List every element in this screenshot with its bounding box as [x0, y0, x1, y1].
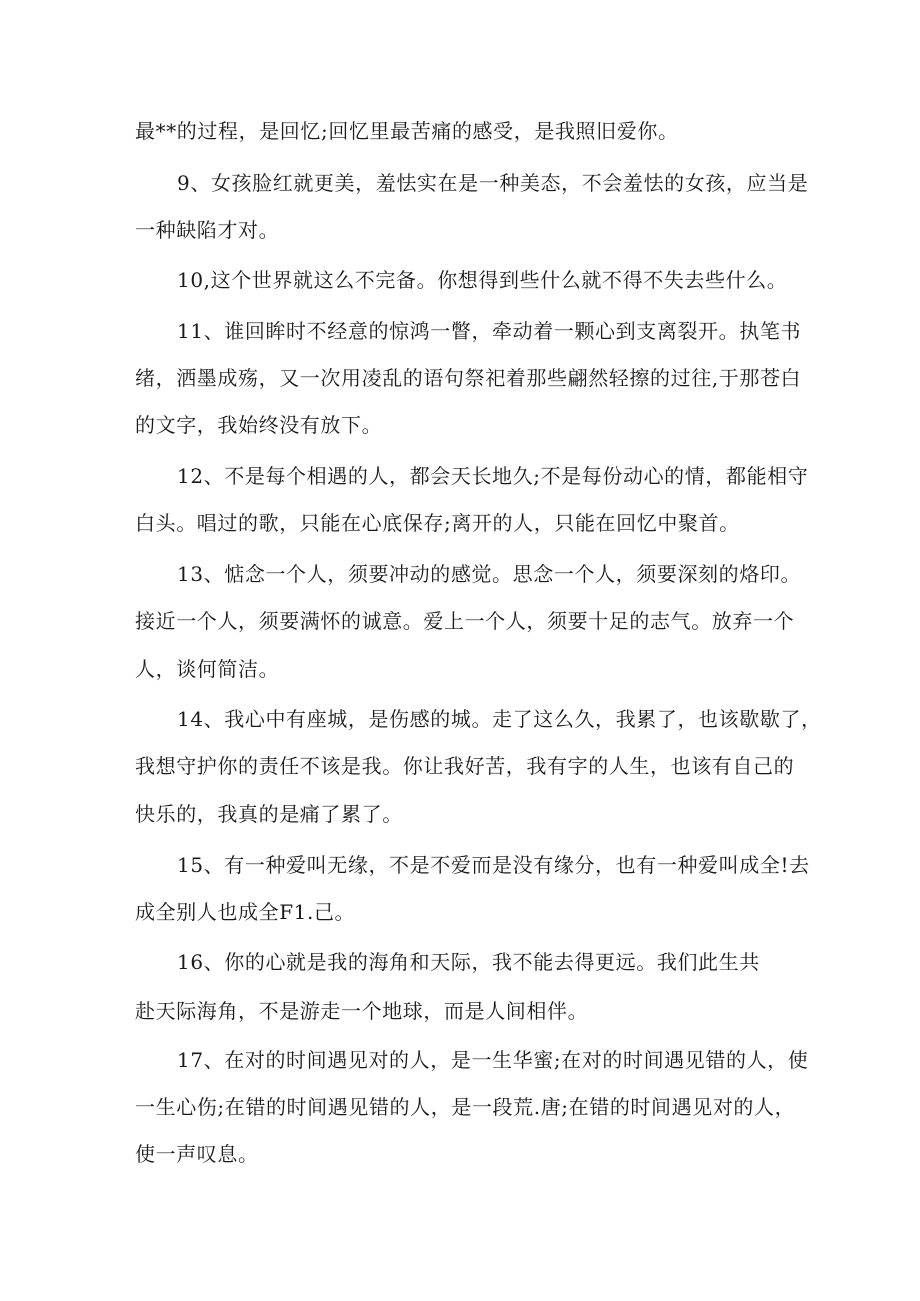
paragraph-13-line-1: 13、惦念一个人，须要冲动的感觉。思念一个人，须要深刻的烙印。	[177, 562, 802, 586]
paragraph-12-line-1: 12、不是每个相遇的人，都会天长地久;不是每份动心的情，都能相守	[177, 464, 809, 488]
paragraph-9-line-1: 9、女孩脸红就更美，羞怯实在是一种美态，不会羞怯的女孩，应当是	[177, 171, 809, 195]
paragraph-15-line-1: 15、有一种爱叫无缘，不是不爱而是没有缘分，也有一种爱叫成全!去	[177, 853, 810, 877]
paragraph-16-line-1: 16、你的心就是我的海角和天际，我不能去得更远。我们此生共	[177, 950, 760, 974]
paragraph-13-line-3: 人，谈何简洁。	[135, 657, 280, 681]
paragraph-13-line-2: 接近一个人，须要满怀的诚意。爱上一个人，须要十足的志气。放弃一个	[135, 609, 795, 633]
paragraph-15-line-2: 成全别人也成全F1.己。	[135, 900, 356, 924]
text-line: 最**的过程，是回忆;回忆里最苦痛的感受，是我照旧爱你。	[135, 119, 679, 143]
paragraph-11-line-2: 绪，洒墨成殇，又一次用凌乱的语句祭祀着那些翩然轻擦的过往,于那苍白	[135, 366, 802, 390]
paragraph-14-line-2: 我想守护你的责任不该是我。你让我好苦，我有字的人生，也该有自己的	[135, 754, 795, 778]
paragraph-11-line-1: 11、谁回眸时不经意的惊鸿一瞥，牵动着一颗心到支离裂开。执笔书	[177, 319, 802, 343]
paragraph-10-line-1: 10,这个世界就这么不完备。你想得到些什么就不得不失去些什么。	[177, 268, 788, 292]
paragraph-12-line-2: 白头。唱过的歌，只能在心底保存;离开的人，只能在回忆中聚首。	[135, 511, 740, 535]
paragraph-17-line-1: 17、在对的时间遇见对的人，是一生华蜜;在对的时间遇见错的人，使	[177, 1048, 809, 1072]
paragraph-16-line-2: 赴天际海角，不是游走一个地球，而是人间相伴。	[135, 999, 589, 1023]
paragraph-14-line-1: 14、我心中有座城，是伤感的城。走了这么久，我累了，也该歇歇了，	[177, 707, 822, 731]
paragraph-17-line-2: 一生心伤;在错的时间遇见错的人，是一段荒.唐;在错的时间遇见对的人，	[135, 1095, 796, 1119]
paragraph-9-line-2: 一种缺陷才对。	[135, 218, 280, 242]
paragraph-17-line-3: 使一声叹息。	[135, 1142, 259, 1166]
paragraph-11-line-3: 的文字，我始终没有放下。	[135, 413, 383, 437]
paragraph-14-line-3: 快乐的，我真的是痛了累了。	[135, 802, 403, 826]
